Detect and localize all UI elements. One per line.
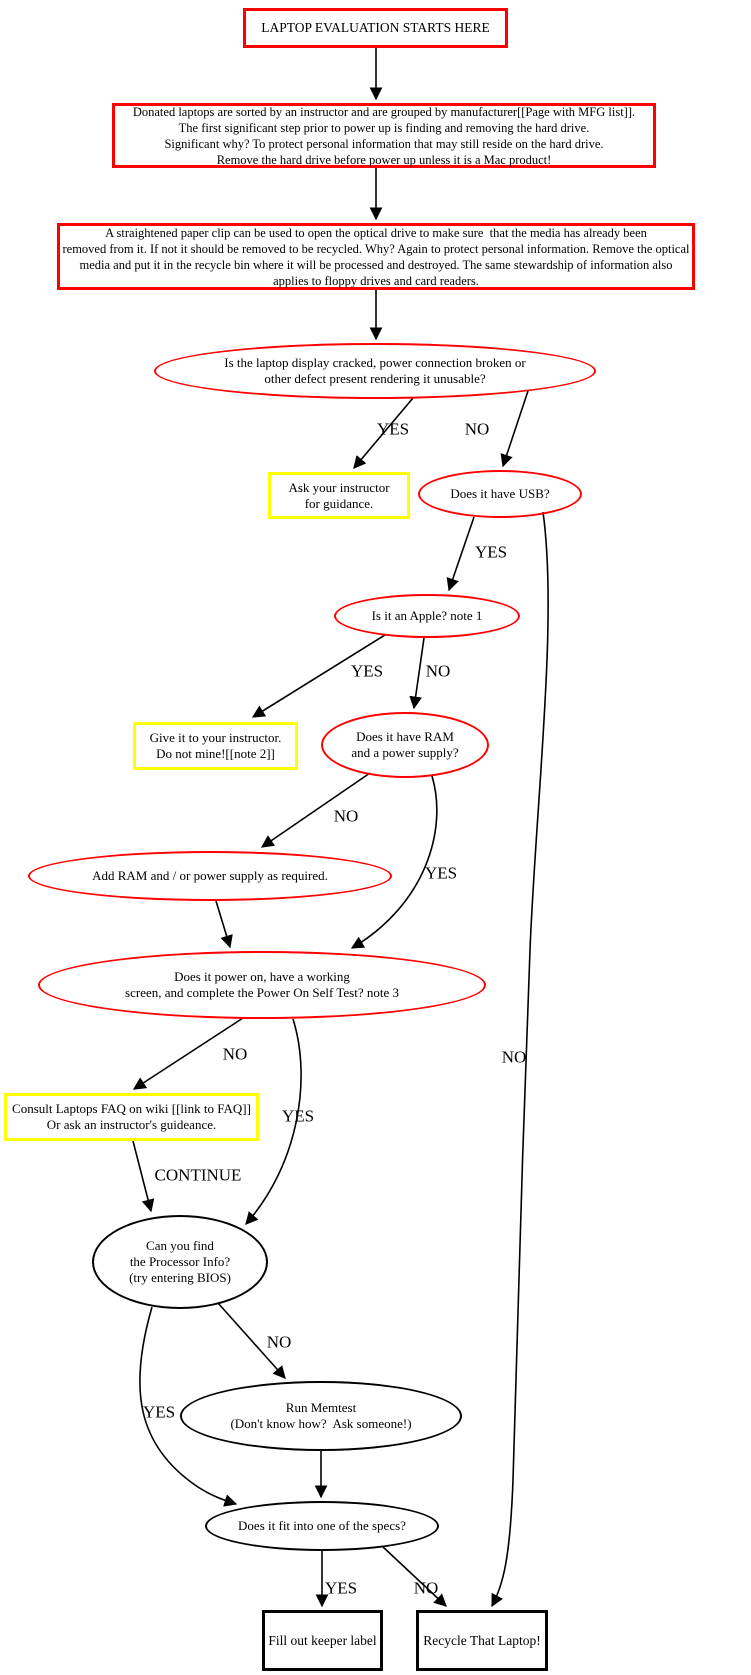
- edge-label-defect-no: NO: [464, 419, 490, 439]
- node-ram-line: Does it have RAM: [356, 729, 454, 744]
- edge-apple-no: [414, 638, 424, 708]
- node-give-to-instructor: [133, 722, 298, 770]
- edge-label-post-no: NO: [222, 1044, 248, 1064]
- node-memtest-line: Run Memtest: [285, 1400, 357, 1415]
- node-consult-faq: [4, 1093, 259, 1141]
- node-memtest-line: (Don't know how? Ask someone!): [230, 1416, 412, 1431]
- node-recycle-text: Recycle That Laptop!: [423, 1632, 541, 1648]
- node-defect-line: Is the laptop display cracked, power connection broken or: [224, 355, 526, 370]
- node-recycle: [416, 1610, 548, 1671]
- node-bios-line: the Processor Info?: [129, 1254, 231, 1269]
- node-ram-line: and a power supply?: [351, 745, 459, 760]
- node-sort-line: The first significant step prior to power up is finding and removing the hard drive.: [178, 120, 590, 135]
- edge-label-apple-no: NO: [425, 661, 451, 681]
- edge-label-apple-yes: YES: [350, 661, 384, 681]
- edge-label-continue: CONTINUE: [154, 1165, 242, 1185]
- edge-usb-yes: [449, 517, 474, 590]
- node-start-text: LAPTOP EVALUATION STARTS HERE: [261, 20, 490, 35]
- node-bios-line: Can you find: [146, 1238, 214, 1253]
- node-apple-check: [334, 594, 520, 638]
- node-keeper-label: [262, 1610, 383, 1671]
- edge-label-bios-no: NO: [266, 1332, 292, 1352]
- edge-label-specs-yes: YES: [324, 1578, 358, 1598]
- node-ask-instructor: [268, 472, 410, 519]
- node-add-ram: [28, 851, 392, 901]
- edge-defect-no: [503, 391, 528, 466]
- node-bios-line: (try entering BIOS): [129, 1270, 231, 1285]
- edge-label-post-yes: YES: [281, 1106, 315, 1126]
- edge-label-ram-yes: YES: [424, 863, 458, 883]
- node-consult-line: Consult Laptops FAQ on wiki [[link to FAQ]]: [12, 1101, 251, 1116]
- edge-label-usb-no: NO: [501, 1047, 527, 1067]
- node-give-line: Do not mine![[note 2]]: [156, 746, 275, 761]
- node-memtest: [180, 1381, 462, 1451]
- node-post-check: [38, 951, 486, 1019]
- node-post-line: screen, and complete the Power On Self Test? note 3: [125, 985, 399, 1000]
- node-specs-text: Does it fit into one of the specs?: [238, 1518, 406, 1533]
- edge-label-bios-yes: YES: [142, 1402, 176, 1422]
- edge-label-ram-no: NO: [333, 806, 359, 826]
- node-post-line: Does it power on, have a working: [174, 969, 350, 984]
- node-optical-media: [57, 223, 695, 290]
- edge-label-specs-no: NO: [413, 1578, 439, 1598]
- edge-addram-post: [216, 901, 230, 947]
- node-processor-info: [92, 1215, 268, 1309]
- node-apple-text: Is it an Apple? note 1: [371, 608, 483, 623]
- node-sort-instructions: [112, 103, 656, 168]
- node-sort-line: Significant why? To protect personal information that may still reside on the hard drive.: [164, 136, 604, 151]
- node-start: [243, 8, 508, 48]
- node-ask-line: for guidance.: [304, 495, 374, 511]
- node-optical-line: applies to floppy drives and card readers.: [273, 273, 479, 288]
- node-optical-line: removed from it. If not it should be removed to be recycled. Why? Again to protect personal information. Remove the optical: [62, 241, 690, 256]
- node-specs-check: [205, 1501, 439, 1551]
- edge-consult-continue: [133, 1141, 151, 1211]
- node-keeper-text: Fill out keeper label: [268, 1632, 377, 1648]
- node-give-line: Give it to your instructor.: [149, 730, 282, 745]
- node-sort-line: Remove the hard drive before power up unless it is a Mac product!: [216, 152, 552, 167]
- node-optical-line: media and put it in the recycle bin where it will be processed and destroyed. The same stewardship of information also: [79, 257, 673, 272]
- edge-label-defect-yes: YES: [376, 419, 410, 439]
- node-usb-text: Does it have USB?: [450, 486, 550, 501]
- node-ram-check: [321, 712, 489, 778]
- node-consult-line: Or ask an instructor's guideance.: [46, 1117, 217, 1132]
- edge-label-usb-yes: YES: [474, 542, 508, 562]
- node-ask-line: Ask your instructor: [288, 479, 390, 495]
- node-usb-check: [418, 470, 582, 518]
- node-defect-line: other defect present rendering it unusable?: [264, 371, 486, 386]
- node-defect-check: [154, 343, 596, 399]
- node-optical-line: A straightened paper clip can be used to open the optical drive to make sure that the media has already been: [105, 225, 647, 240]
- node-addram-text: Add RAM and / or power supply as required.: [92, 868, 328, 883]
- node-sort-line: Donated laptops are sorted by an instructor and are grouped by manufacturer[[Page with MFG list]].: [132, 104, 636, 119]
